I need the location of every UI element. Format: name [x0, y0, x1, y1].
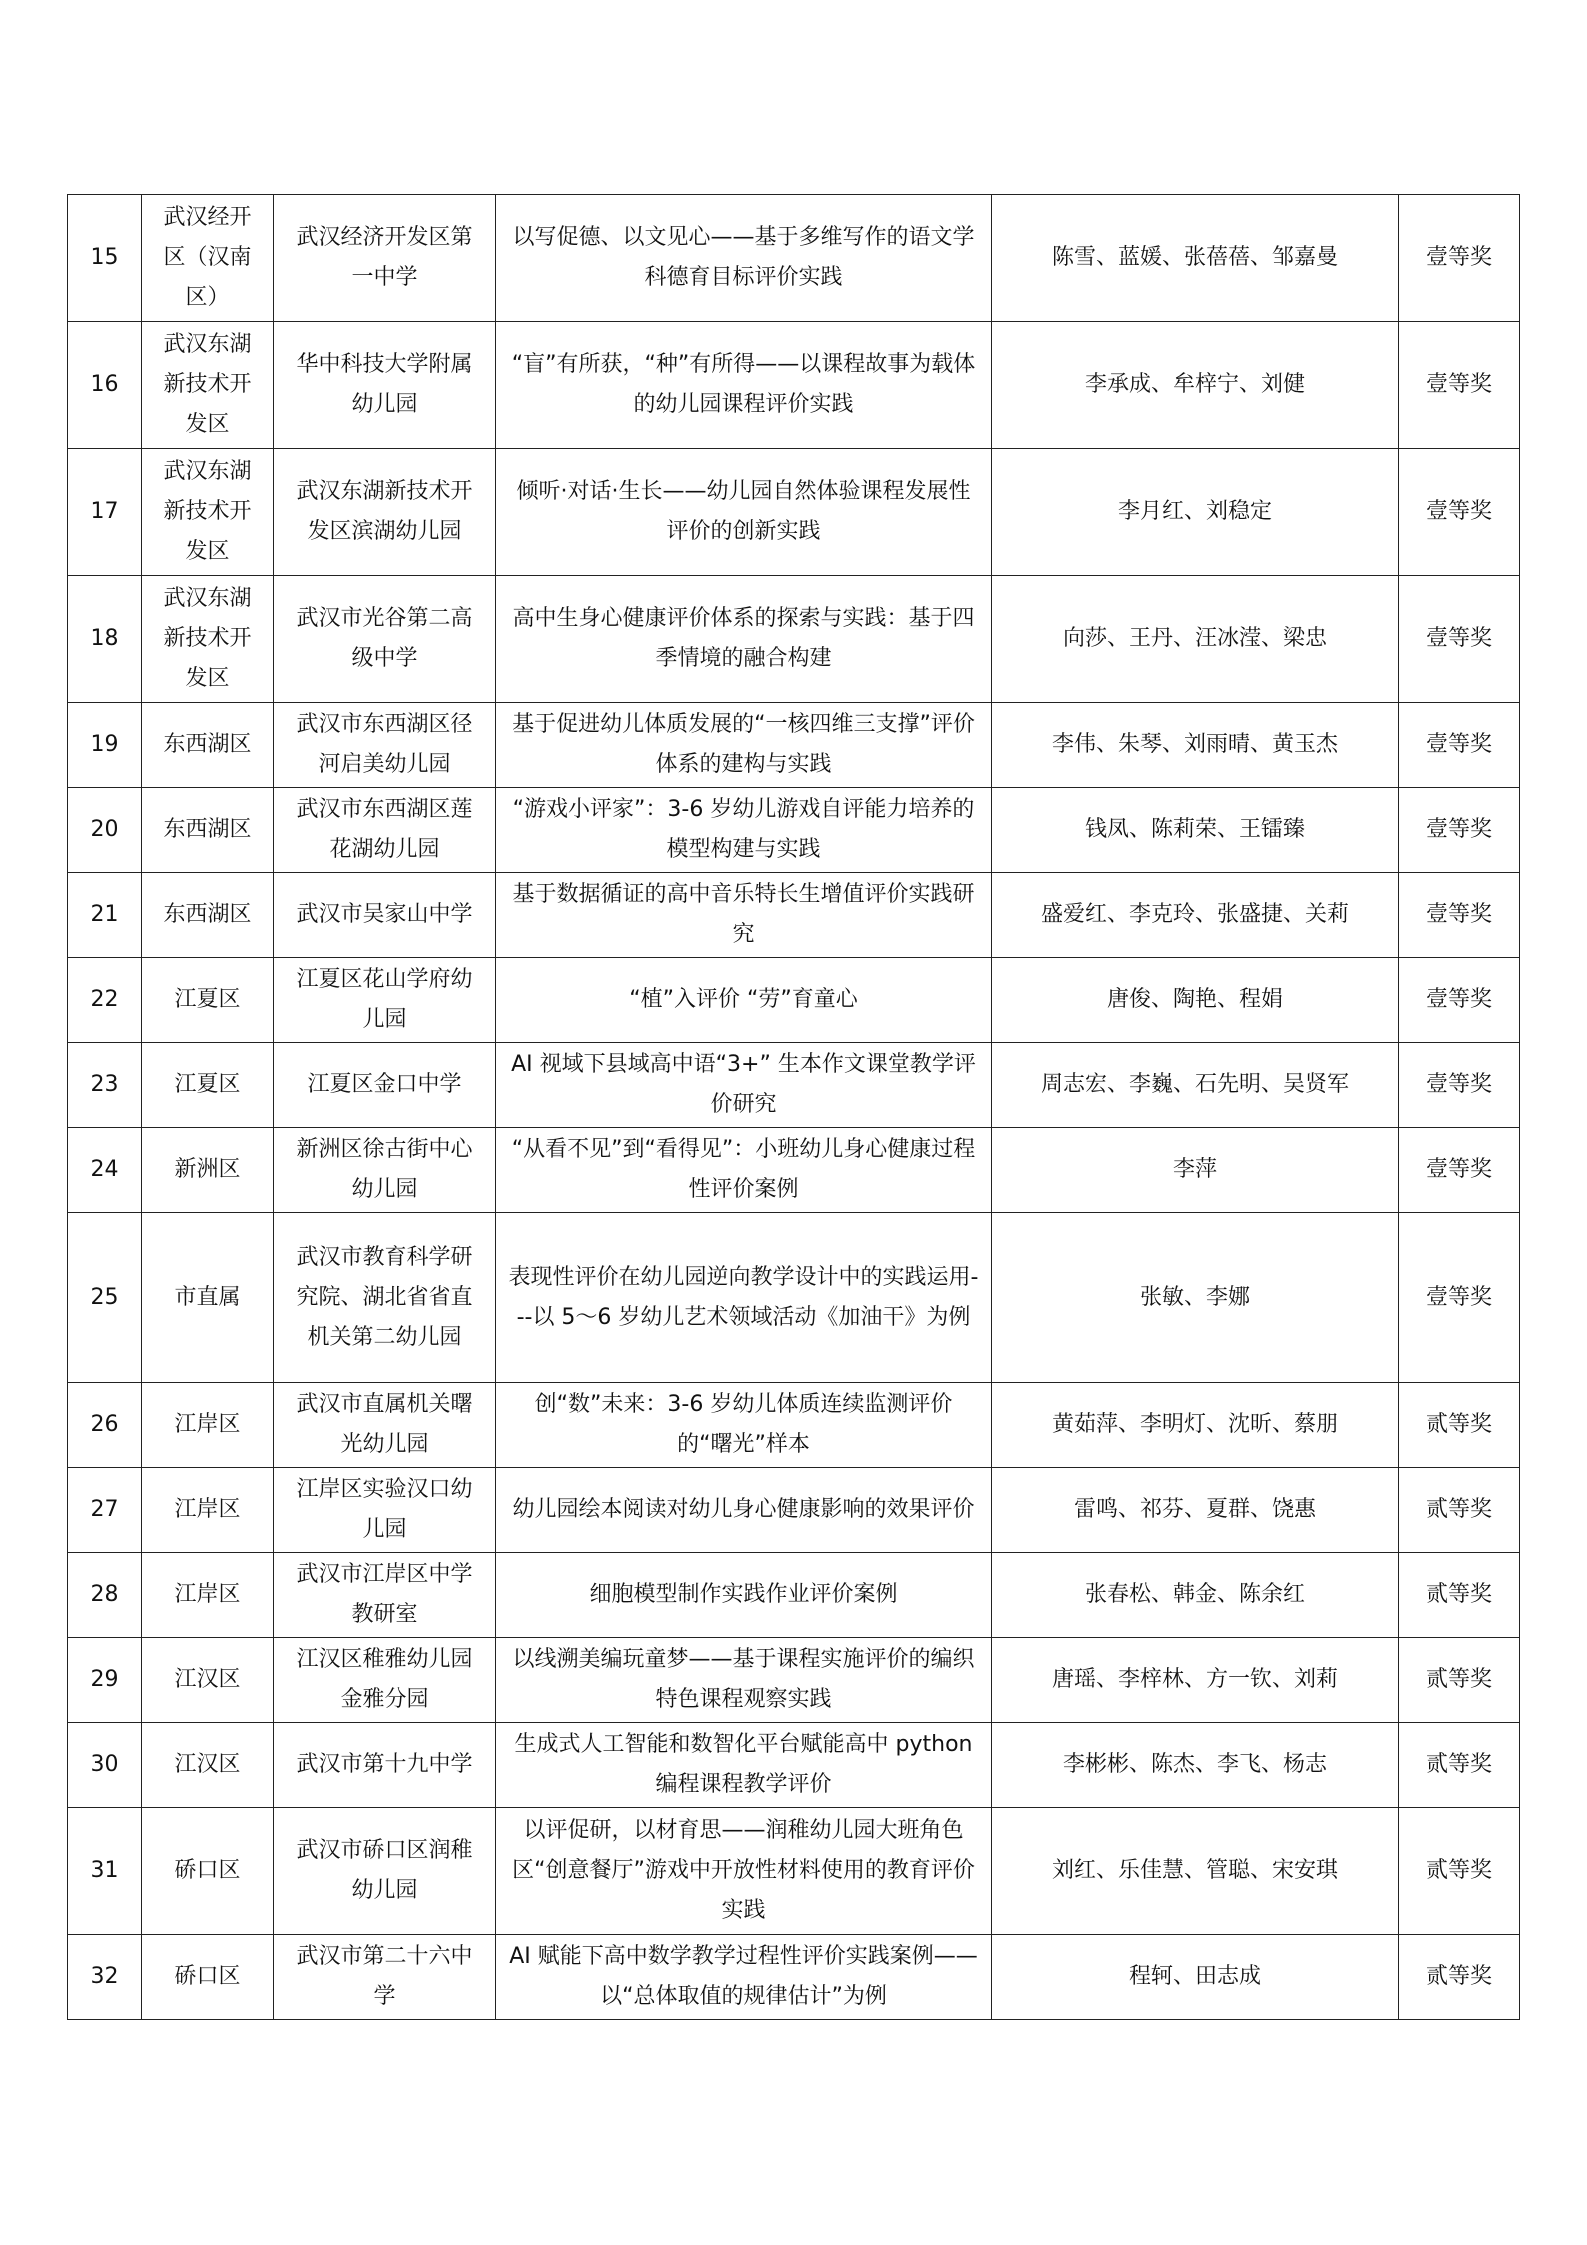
row-number: 20 [68, 788, 142, 873]
district-cell: 硚口区 [142, 1935, 274, 2020]
district-cell: 江岸区 [142, 1553, 274, 1638]
authors-cell: 张春松、韩金、陈余红 [992, 1553, 1399, 1638]
project-title-cell: 细胞模型制作实践作业评价案例 [496, 1553, 992, 1638]
award-cell: 壹等奖 [1399, 576, 1520, 703]
project-title-cell: “游戏小评家”：3-6 岁幼儿游戏自评能力培养的模型构建与实践 [496, 788, 992, 873]
table-row [68, 1553, 1520, 1638]
project-title-cell: “从看不见”到“看得见”：小班幼儿身心健康过程性评价案例 [496, 1128, 992, 1213]
school-cell: 江夏区花山学府幼儿园 [274, 958, 496, 1043]
district-cell: 东西湖区 [142, 873, 274, 958]
row-number: 31 [68, 1808, 142, 1935]
table-row [68, 322, 1520, 449]
school-cell: 武汉市江岸区中学教研室 [274, 1553, 496, 1638]
district-cell: 武汉东湖新技术开发区 [142, 322, 274, 449]
award-cell: 壹等奖 [1399, 703, 1520, 788]
school-cell: 武汉市教育科学研究院、湖北省省直机关第二幼儿园 [274, 1213, 496, 1383]
school-cell: 武汉市东西湖区莲花湖幼儿园 [274, 788, 496, 873]
table-row [68, 195, 1520, 322]
award-cell: 壹等奖 [1399, 1213, 1520, 1383]
district-cell: 江夏区 [142, 1043, 274, 1128]
school-cell: 武汉经济开发区第一中学 [274, 195, 496, 322]
school-cell: 新洲区徐古街中心幼儿园 [274, 1128, 496, 1213]
table-row [68, 1128, 1520, 1213]
project-title-cell: 创“数”未来：3-6 岁幼儿体质连续监测评价的“曙光”样本 [496, 1383, 992, 1468]
award-cell: 壹等奖 [1399, 1128, 1520, 1213]
district-cell: 东西湖区 [142, 788, 274, 873]
row-number: 29 [68, 1638, 142, 1723]
awards-table-body [68, 195, 1520, 2020]
table-row [68, 1723, 1520, 1808]
award-cell: 壹等奖 [1399, 322, 1520, 449]
district-cell: 江岸区 [142, 1383, 274, 1468]
table-row [68, 788, 1520, 873]
district-cell: 市直属 [142, 1213, 274, 1383]
authors-cell: 唐俊、陶艳、程娟 [992, 958, 1399, 1043]
school-cell: 武汉市吴家山中学 [274, 873, 496, 958]
table-row [68, 1383, 1520, 1468]
row-number: 21 [68, 873, 142, 958]
table-row [68, 1213, 1520, 1383]
district-cell: 武汉东湖新技术开发区 [142, 576, 274, 703]
school-cell: 武汉市光谷第二高级中学 [274, 576, 496, 703]
authors-cell: 张敏、李娜 [992, 1213, 1399, 1383]
project-title-cell: 倾听·对话·生长——幼儿园自然体验课程发展性评价的创新实践 [496, 449, 992, 576]
authors-cell: 盛爱红、李克玲、张盛捷、关莉 [992, 873, 1399, 958]
authors-cell: 陈雪、蓝媛、张蓓蓓、邹嘉曼 [992, 195, 1399, 322]
school-cell: 华中科技大学附属幼儿园 [274, 322, 496, 449]
project-title-cell: 基于数据循证的高中音乐特长生增值评价实践研究 [496, 873, 992, 958]
table-row [68, 449, 1520, 576]
project-title-cell: 以写促德、以文见心——基于多维写作的语文学科德育目标评价实践 [496, 195, 992, 322]
award-cell: 贰等奖 [1399, 1553, 1520, 1638]
table-row [68, 1935, 1520, 2020]
school-cell: 武汉市直属机关曙光幼儿园 [274, 1383, 496, 1468]
table-row [68, 1808, 1520, 1935]
award-cell: 贰等奖 [1399, 1808, 1520, 1935]
district-cell: 江夏区 [142, 958, 274, 1043]
school-cell: 武汉市硚口区润稚幼儿园 [274, 1808, 496, 1935]
project-title-cell: AI 赋能下高中数学教学过程性评价实践案例——以“总体取值的规律估计”为例 [496, 1935, 992, 2020]
authors-cell: 李萍 [992, 1128, 1399, 1213]
authors-cell: 周志宏、李巍、石先明、吴贤军 [992, 1043, 1399, 1128]
district-cell: 江岸区 [142, 1468, 274, 1553]
award-cell: 壹等奖 [1399, 195, 1520, 322]
school-cell: 武汉市第二十六中学 [274, 1935, 496, 2020]
district-cell: 硚口区 [142, 1808, 274, 1935]
award-cell: 贰等奖 [1399, 1935, 1520, 2020]
authors-cell: 钱凤、陈莉荣、王镭臻 [992, 788, 1399, 873]
row-number: 18 [68, 576, 142, 703]
school-cell: 武汉市东西湖区径河启美幼儿园 [274, 703, 496, 788]
school-cell: 江汉区稚雅幼儿园金雅分园 [274, 1638, 496, 1723]
table-row [68, 1043, 1520, 1128]
project-title-cell: “植”入评价 “劳”育童心 [496, 958, 992, 1043]
row-number: 17 [68, 449, 142, 576]
authors-cell: 程轲、田志成 [992, 1935, 1399, 2020]
award-cell: 壹等奖 [1399, 788, 1520, 873]
district-cell: 东西湖区 [142, 703, 274, 788]
row-number: 16 [68, 322, 142, 449]
table-row [68, 958, 1520, 1043]
project-title-cell: 以线溯美编玩童梦——基于课程实施评价的编织特色课程观察实践 [496, 1638, 992, 1723]
row-number: 28 [68, 1553, 142, 1638]
table-row [68, 1638, 1520, 1723]
award-cell: 壹等奖 [1399, 873, 1520, 958]
awards-table [67, 194, 1520, 2020]
award-cell: 贰等奖 [1399, 1723, 1520, 1808]
award-cell: 贰等奖 [1399, 1468, 1520, 1553]
district-cell: 新洲区 [142, 1128, 274, 1213]
row-number: 22 [68, 958, 142, 1043]
authors-cell: 唐瑶、李梓林、方一钦、刘莉 [992, 1638, 1399, 1723]
row-number: 23 [68, 1043, 142, 1128]
project-title-cell: 表现性评价在幼儿园逆向教学设计中的实践运用---以 5～6 岁幼儿艺术领域活动《加油干》为例 [496, 1213, 992, 1383]
project-title-cell: 幼儿园绘本阅读对幼儿身心健康影响的效果评价 [496, 1468, 992, 1553]
row-number: 25 [68, 1213, 142, 1383]
authors-cell: 雷鸣、祁芬、夏群、饶惠 [992, 1468, 1399, 1553]
project-title-cell: AI 视域下县域高中语“3+” 生本作文课堂教学评价研究 [496, 1043, 992, 1128]
authors-cell: 刘红、乐佳慧、管聪、宋安琪 [992, 1808, 1399, 1935]
award-cell: 壹等奖 [1399, 958, 1520, 1043]
project-title-cell: “盲”有所获，“种”有所得——以课程故事为载体的幼儿园课程评价实践 [496, 322, 992, 449]
school-cell: 武汉东湖新技术开发区滨湖幼儿园 [274, 449, 496, 576]
row-number: 30 [68, 1723, 142, 1808]
row-number: 24 [68, 1128, 142, 1213]
authors-cell: 向莎、王丹、汪冰滢、梁忠 [992, 576, 1399, 703]
district-cell: 武汉东湖新技术开发区 [142, 449, 274, 576]
authors-cell: 李彬彬、陈杰、李飞、杨志 [992, 1723, 1399, 1808]
table-row [68, 1468, 1520, 1553]
row-number: 26 [68, 1383, 142, 1468]
school-cell: 江岸区实验汉口幼儿园 [274, 1468, 496, 1553]
authors-cell: 李承成、牟梓宁、刘健 [992, 322, 1399, 449]
project-title-cell: 基于促进幼儿体质发展的“一核四维三支撑”评价体系的建构与实践 [496, 703, 992, 788]
school-cell: 武汉市第十九中学 [274, 1723, 496, 1808]
row-number: 19 [68, 703, 142, 788]
project-title-cell: 生成式人工智能和数智化平台赋能高中 python 编程课程教学评价 [496, 1723, 992, 1808]
row-number: 32 [68, 1935, 142, 2020]
district-cell: 江汉区 [142, 1638, 274, 1723]
award-cell: 壹等奖 [1399, 1043, 1520, 1128]
award-cell: 贰等奖 [1399, 1638, 1520, 1723]
district-cell: 江汉区 [142, 1723, 274, 1808]
authors-cell: 李月红、刘稳定 [992, 449, 1399, 576]
project-title-cell: 以评促研，以材育思——润稚幼儿园大班角色区“创意餐厅”游戏中开放性材料使用的教育评价实践 [496, 1808, 992, 1935]
award-cell: 贰等奖 [1399, 1383, 1520, 1468]
district-cell: 武汉经开区（汉南区） [142, 195, 274, 322]
row-number: 15 [68, 195, 142, 322]
table-row [68, 703, 1520, 788]
authors-cell: 黄茹萍、李明灯、沈昕、蔡朋 [992, 1383, 1399, 1468]
table-row [68, 873, 1520, 958]
authors-cell: 李伟、朱琴、刘雨晴、黄玉杰 [992, 703, 1399, 788]
row-number: 27 [68, 1468, 142, 1553]
school-cell: 江夏区金口中学 [274, 1043, 496, 1128]
project-title-cell: 高中生身心健康评价体系的探索与实践：基于四季情境的融合构建 [496, 576, 992, 703]
award-cell: 壹等奖 [1399, 449, 1520, 576]
table-row [68, 576, 1520, 703]
